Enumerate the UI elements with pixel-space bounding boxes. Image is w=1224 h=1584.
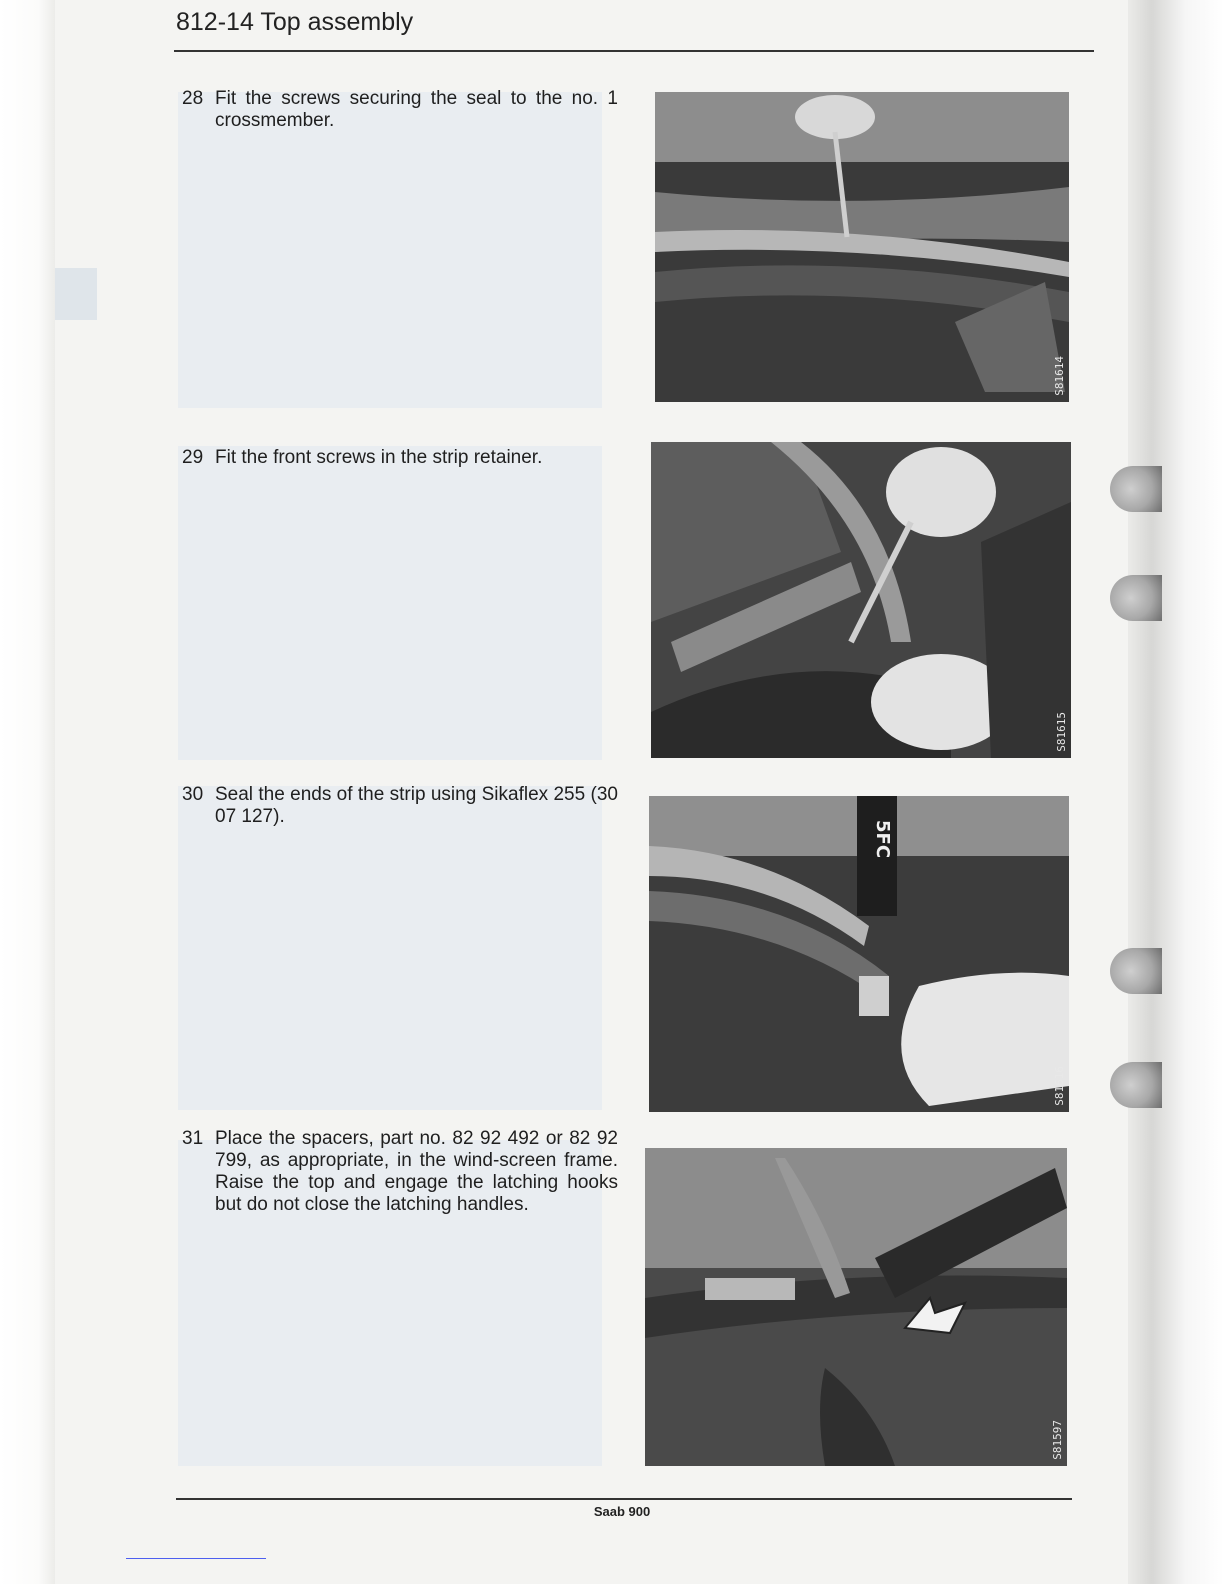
page-title: 812-14 Top assembly <box>176 8 414 36</box>
step-text-panel <box>178 446 602 760</box>
step-instruction: Place the spacers, part no. 82 92 492 or 82 92 799, as appropriate, in the wind-screen frame. Raise the top and engage the latching hooks but do not close the latching handles. <box>215 1128 618 1215</box>
photo-reference-code: S81616 <box>1053 1066 1066 1106</box>
header-rule <box>174 50 1094 52</box>
step-30-photo <box>649 796 1069 1112</box>
index-thumb-tab <box>1110 948 1162 994</box>
binding-tab <box>55 268 97 320</box>
step-number: 29 <box>182 447 204 468</box>
step-number: 30 <box>182 784 204 805</box>
step-number: 31 <box>182 1128 204 1149</box>
step-30 <box>182 784 618 828</box>
photo-reference-code: S81597 <box>1051 1420 1064 1460</box>
step-text-panel <box>178 786 602 1110</box>
photo-reference-code: S81614 <box>1053 356 1066 396</box>
step-31 <box>182 1128 618 1216</box>
page-binding-edge <box>0 0 55 1584</box>
index-thumb-tab <box>1110 575 1162 621</box>
step-28 <box>182 88 618 132</box>
index-thumb-tab <box>1110 466 1162 512</box>
step-instruction: Seal the ends of the strip using Sikaflex 255 (30 07 127). <box>215 784 618 827</box>
step-29 <box>182 447 618 469</box>
footer-rule <box>176 1498 1072 1500</box>
photo-reference-code: S81615 <box>1055 712 1068 752</box>
step-29-photo <box>651 442 1071 758</box>
page-edge-shadow <box>1128 0 1224 1584</box>
step-text-panel <box>178 92 602 408</box>
step-31-photo <box>645 1148 1067 1466</box>
footer-model: Saab 900 <box>593 1504 651 1519</box>
index-thumb-tab <box>1110 1062 1162 1108</box>
step-instruction: Fit the screws securing the seal to the no. 1 crossmember. <box>215 88 618 131</box>
step-instruction: Fit the front screws in the strip retainer. <box>215 447 543 468</box>
step-28-photo <box>655 92 1069 402</box>
link-underline <box>126 1558 266 1559</box>
svg-text:5FC: 5FC <box>872 820 893 859</box>
step-number: 28 <box>182 88 204 109</box>
